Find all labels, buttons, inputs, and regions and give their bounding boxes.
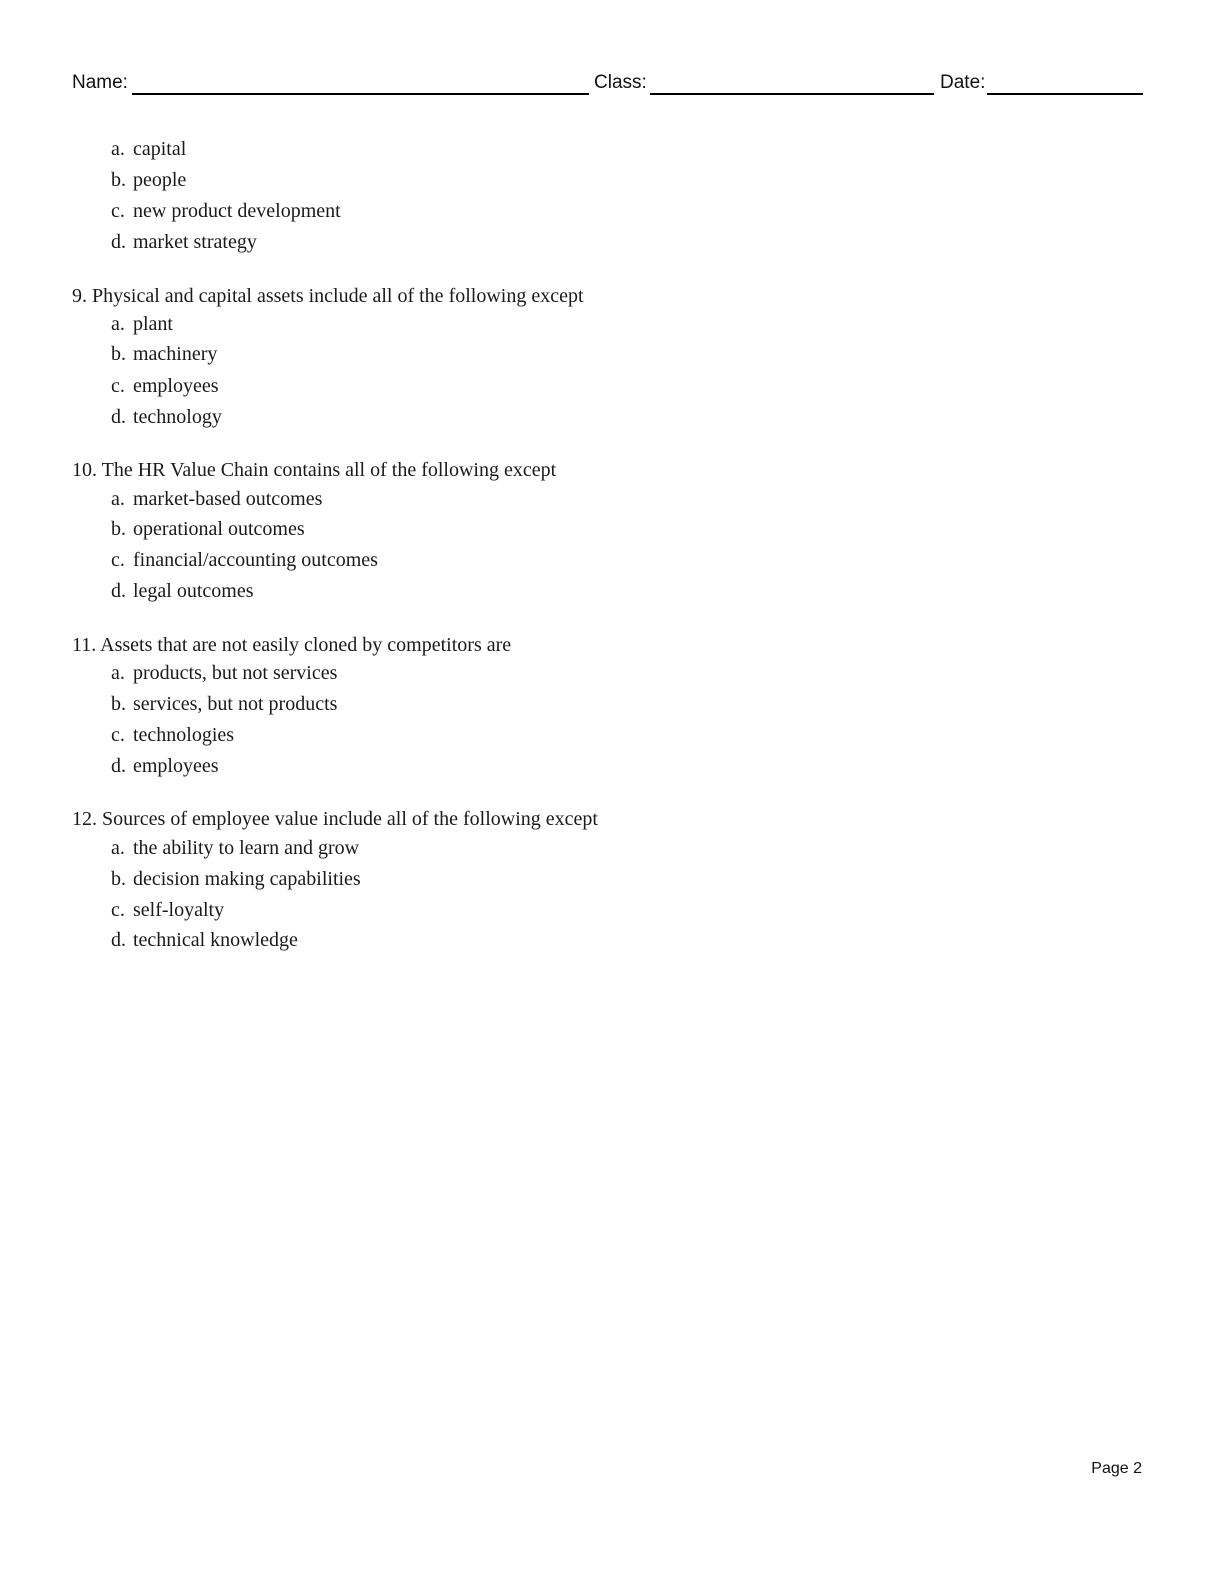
question-12-option-b — [111, 867, 361, 891]
option-letter: b. — [111, 343, 126, 365]
name-label: Name: — [72, 72, 128, 93]
option-text: market strategy — [133, 231, 257, 253]
question-11-option-c — [111, 723, 234, 747]
option-letter: c. — [111, 899, 125, 921]
option-letter: b. — [111, 169, 126, 191]
question-10-prompt: 10. The HR Value Chain contains all of the following except — [72, 459, 557, 481]
option-letter: c. — [111, 724, 125, 746]
question-11-option-b — [111, 692, 337, 716]
option-text: legal outcomes — [133, 580, 254, 602]
option-text: technologies — [133, 724, 235, 746]
option-letter: a. — [111, 837, 125, 859]
option-text: people — [133, 169, 187, 191]
option-letter: b. — [111, 693, 126, 715]
name-field-line[interactable] — [132, 93, 589, 95]
date-field-line[interactable] — [987, 93, 1143, 95]
question-12-option-d — [111, 928, 298, 952]
option-letter: a. — [111, 488, 125, 510]
option-letter: d. — [111, 755, 126, 777]
question-12-prompt: 12. Sources of employee value include all of the following except — [72, 808, 598, 830]
question-9-option-d — [111, 405, 222, 429]
continued-option-d — [111, 230, 257, 254]
option-letter: c. — [111, 549, 125, 571]
option-letter: b. — [111, 868, 126, 890]
option-text: technical knowledge — [133, 929, 298, 951]
option-text: employees — [133, 755, 219, 777]
option-letter: d. — [111, 406, 126, 428]
option-text: market-based outcomes — [133, 488, 323, 510]
option-letter: b. — [111, 518, 126, 540]
option-letter: c. — [111, 200, 125, 222]
option-text: capital — [133, 138, 187, 160]
question-9-option-a — [111, 312, 173, 336]
question-9-prompt: 9. Physical and capital assets include all of the following except — [72, 285, 584, 307]
question-12-option-a — [111, 836, 359, 860]
option-text: operational outcomes — [133, 518, 305, 540]
class-field-line[interactable] — [650, 93, 934, 95]
class-label: Class: — [594, 72, 647, 93]
question-10-option-a — [111, 487, 322, 511]
question-9-option-b — [111, 342, 217, 366]
question-11-option-a — [111, 661, 337, 685]
continued-option-b — [111, 168, 186, 192]
continued-option-a — [111, 137, 186, 161]
question-12-option-c — [111, 898, 224, 922]
option-letter: d. — [111, 929, 126, 951]
option-text: self-loyalty — [133, 899, 225, 921]
question-10-option-b — [111, 517, 305, 541]
option-text: decision making capabilities — [133, 868, 361, 890]
option-text: products, but not services — [133, 662, 338, 684]
question-11-prompt: 11. Assets that are not easily cloned by competitors are — [72, 634, 512, 656]
option-letter: a. — [111, 662, 125, 684]
option-text: new product development — [133, 200, 341, 222]
question-11-option-d — [111, 754, 219, 778]
question-10-option-c — [111, 548, 378, 572]
option-text: plant — [133, 313, 173, 335]
continued-option-c — [111, 199, 341, 223]
student-info-header — [72, 70, 1143, 98]
option-text: financial/accounting outcomes — [133, 549, 378, 571]
option-letter: c. — [111, 375, 125, 397]
option-text: the ability to learn and grow — [133, 837, 360, 859]
option-text: services, but not products — [133, 693, 338, 715]
date-label: Date: — [940, 72, 986, 93]
option-text: machinery — [133, 343, 218, 365]
page-number: Page 2 — [1091, 1460, 1142, 1477]
option-letter: a. — [111, 138, 125, 160]
question-10-option-d — [111, 579, 254, 603]
option-letter: d. — [111, 231, 126, 253]
option-letter: a. — [111, 313, 125, 335]
option-text: employees — [133, 375, 219, 397]
question-9-option-c — [111, 374, 219, 398]
option-text: technology — [133, 406, 222, 428]
option-letter: d. — [111, 580, 126, 602]
